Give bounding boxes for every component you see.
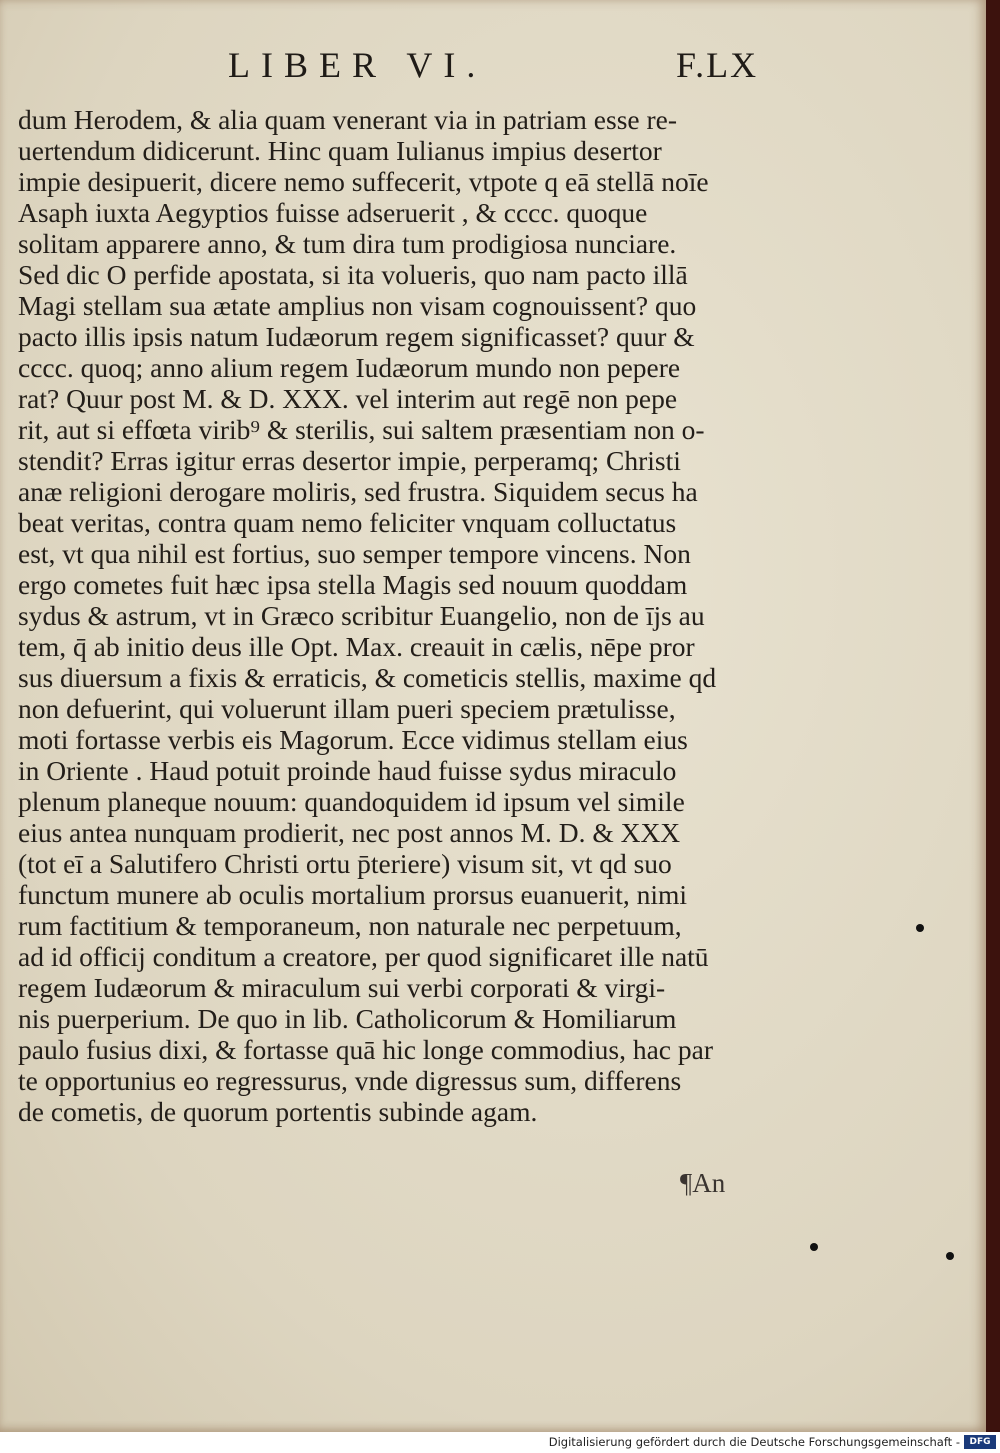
text-line: eius antea nunquam prodierit, nec post annos M. D. & XXX [18,817,681,848]
text-line: tem, q̄ ab initio deus ille Opt. Max. creauit in cælis, nēpe pror [18,631,695,662]
text-line: functum munere ab oculis mortalium prorsus euanuerit, nimi [18,879,688,910]
text-line: est, vt qua nihil est fortius, suo semper tempore vincens. Non [18,538,691,569]
text-line: anæ religioni derogare moliris, sed frustra. Siquidem secus ha [18,476,698,507]
text-line: solitam apparere anno, & tum dira tum prodigiosa nunciare. [18,228,677,259]
body-text [18,104,763,1127]
running-title: LIBER VI. [228,45,487,85]
text-line: Magi stellam sua ætate amplius non visam cognouissent? quo [18,290,697,321]
text-line: beat veritas, contra quam nemo feliciter vnquam colluctatus [18,507,677,538]
folio-number: F.LX [676,45,759,85]
text-line: ergo cometes fuit hæc ipsa stella Magis sed nouum quoddam [18,569,688,600]
text-line: Sed dic O perfide apostata, si ita volueris, quo nam pacto illā [18,259,688,290]
text-line: de cometis, de quorum portentis subinde agam. [18,1096,538,1127]
digitization-footer [0,1432,1000,1453]
text-line: pacto illis ipsis natum Iudæorum regem significasset? quur & [18,321,695,352]
text-line: Asaph iuxta Aegyptios fuisse adseruerit , & cccc. quoque [18,197,648,228]
text-line: rat? Quur post M. & D. XXX. vel interim aut regē non pepe [18,383,678,414]
text-line: cccc. quoq; anno alium regem Iudæorum mundo non pepere [18,352,681,383]
ink-spot [810,1243,818,1251]
text-line: impie desipuerit, dicere nemo suffecerit, vtpote q eā stellā noīe [18,166,709,197]
catchword: ¶An [680,1168,726,1198]
ink-spot [946,1252,954,1260]
text-line: in Oriente . Haud potuit proinde haud fuisse sydus miraculo [18,755,677,786]
page-header [0,44,986,94]
text-line: plenum planeque nouum: quandoquidem id ipsum vel simile [18,786,685,817]
text-line: nis puerperium. De quo in lib. Catholicorum & Homiliarum [18,1003,677,1034]
ink-spot [916,924,924,932]
text-line: moti fortasse verbis eis Magorum. Ecce vidimus stellam eius [18,724,688,755]
dfg-logo: DFG [964,1435,996,1449]
text-line: rum factitium & temporaneum, non naturale nec perpetuum, [18,910,682,941]
text-line: stendit? Erras igitur erras desertor impie, perperamq; Christi [18,445,681,476]
text-line: paulo fusius dixi, & fortasse quā hic longe commodius, hac par [18,1034,713,1065]
text-line: sydus & astrum, vt in Græco scribitur Euangelio, non de ījs au [18,600,705,631]
text-line: (tot eī a Salutifero Christi ortu p̄teriere) visum sit, vt qd suo [18,848,672,879]
text-line: dum Herodem, & alia quam venerant via in patriam esse re- [18,104,677,135]
text-line: ad id officij conditum a creatore, per quod significaret ille natū [18,941,709,972]
text-line: rit, aut si effœta virib⁹ & sterilis, sui saltem præsentiam non o- [18,414,705,445]
text-line: sus diuersum a fixis & erraticis, & cometicis stellis, maxime qd [18,662,717,693]
text-line: non defuerint, qui voluerunt illam pueri speciem prætulisse, [18,693,676,724]
funding-credit: Digitalisierung gefördert durch die Deutsche Forschungsgemeinschaft - [548,1435,960,1449]
text-line: uertendum didicerunt. Hinc quam Iulianus impius desertor [18,135,662,166]
text-line: te opportunius eo regressurus, vnde digressus sum, differens [18,1065,682,1096]
text-line: regem Iudæorum & miraculum sui verbi corporati & virgi- [18,972,666,1003]
